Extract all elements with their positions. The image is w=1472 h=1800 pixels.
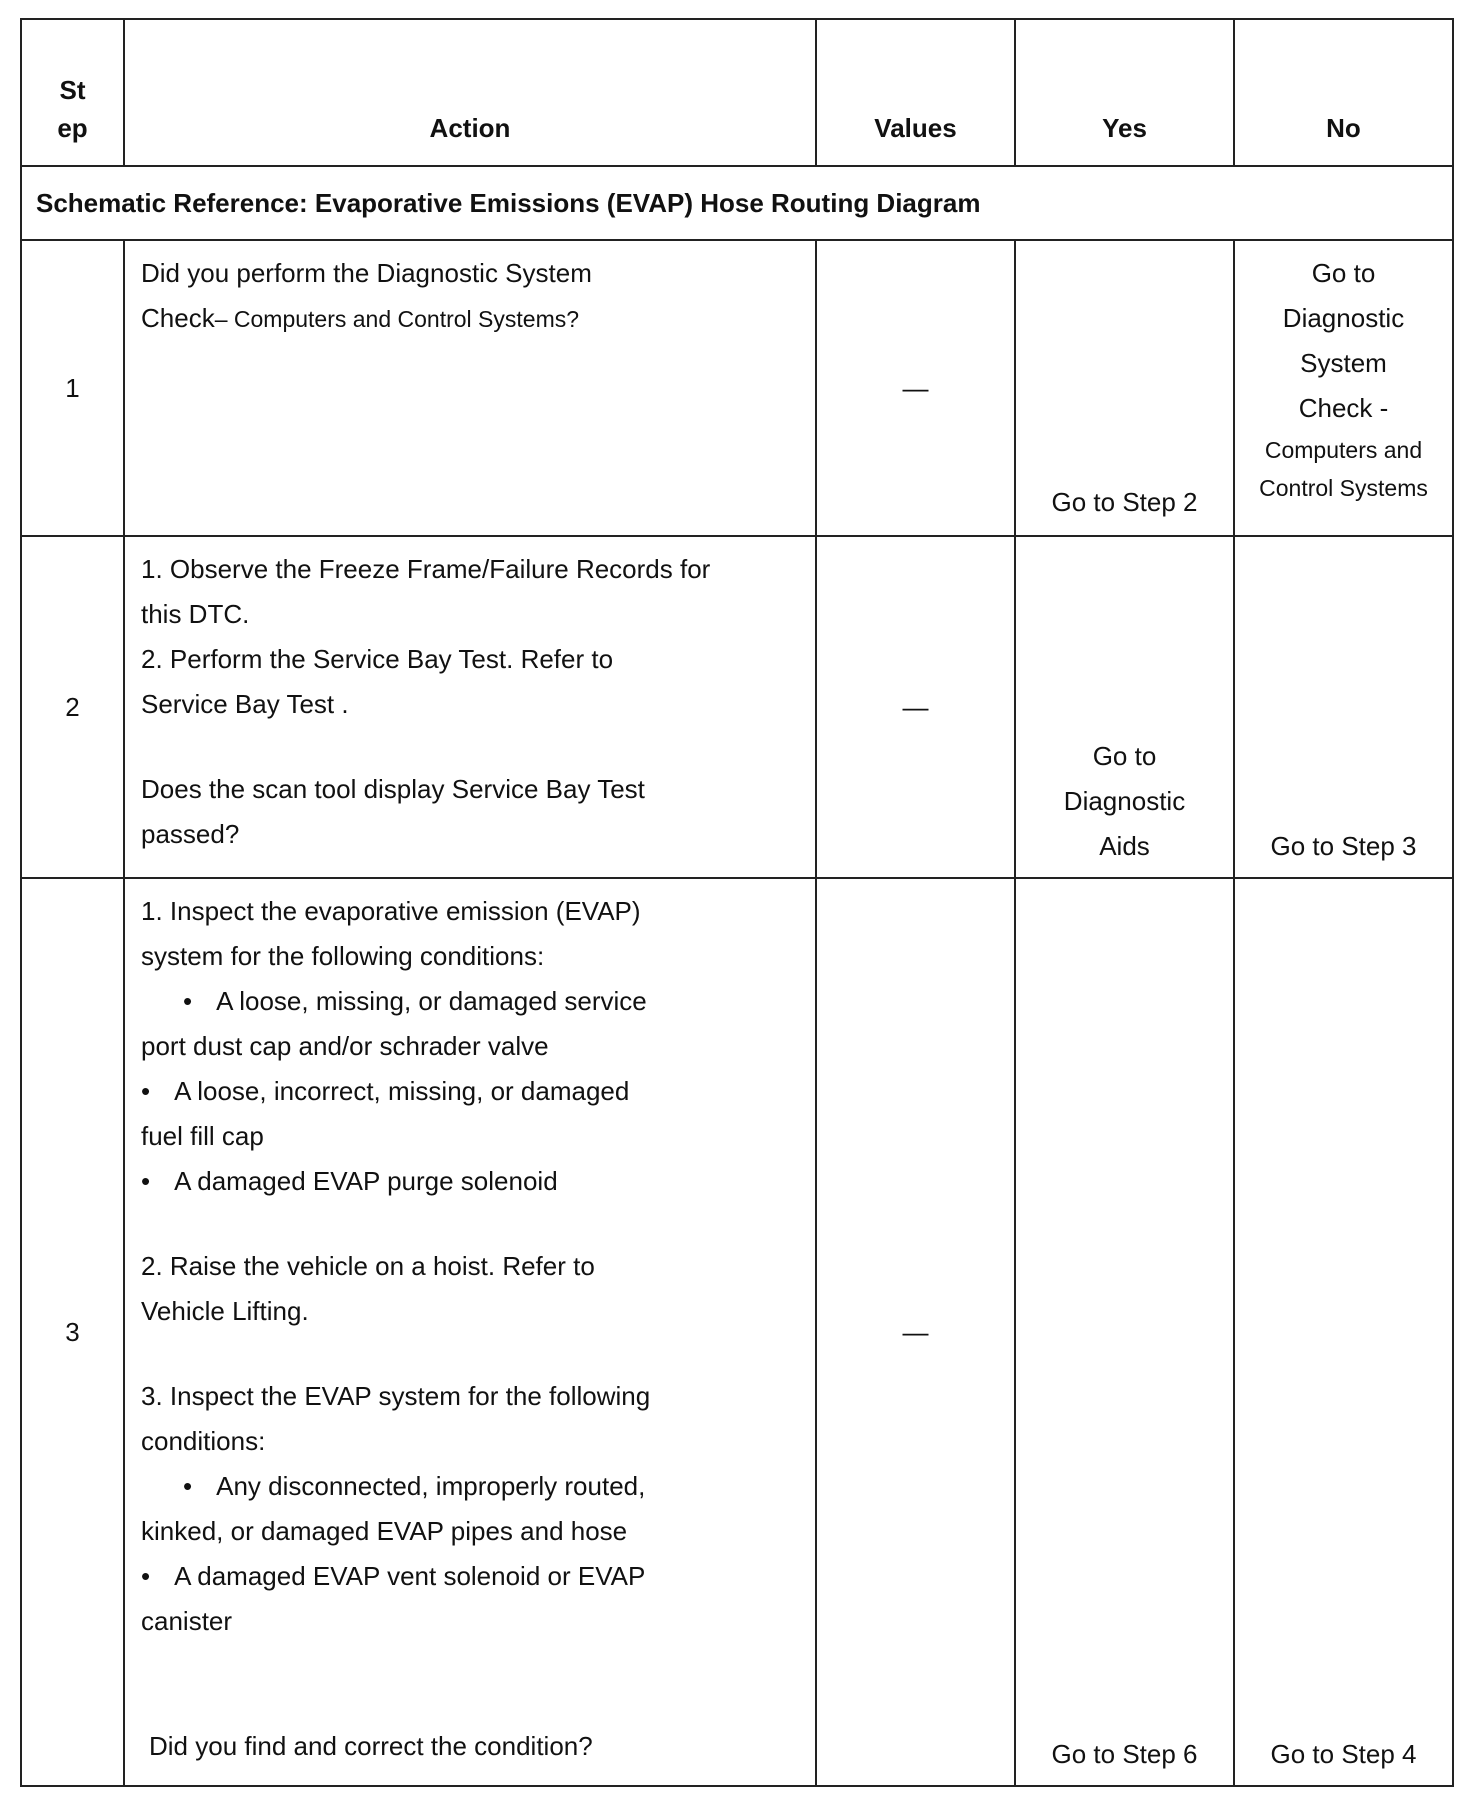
action-line: system for the following conditions: (141, 941, 545, 971)
action-line: this DTC. (141, 599, 250, 629)
action-line: Service Bay Test . (141, 689, 349, 719)
values-cell: — (816, 878, 1015, 1786)
action-bullet: • Any disconnected, improperly routed, (141, 1464, 801, 1509)
yes-link[interactable]: Go to Step 6 (1051, 1739, 1198, 1769)
action-line: Vehicle Lifting. (141, 1296, 309, 1326)
no-line: Go to (1311, 258, 1376, 288)
no-link[interactable] (1235, 241, 1452, 507)
yes-line: Go to (1092, 741, 1157, 771)
action-question: passed? (141, 819, 240, 849)
table-row (21, 240, 1453, 536)
action-text-small: – Computers and Control Systems? (214, 306, 580, 332)
yes-link[interactable]: Go to Step 2 (1051, 487, 1198, 517)
action-line: canister (141, 1606, 233, 1636)
header-action-label: Action (429, 113, 511, 143)
header-row (21, 19, 1453, 166)
header-step-line1: St (59, 75, 86, 105)
step-number: 3 (21, 878, 124, 1786)
no-line: Diagnostic (1282, 303, 1405, 333)
header-values (816, 19, 1015, 166)
no-link[interactable]: Go to Step 3 (1270, 831, 1417, 861)
no-cell (1234, 878, 1453, 1786)
no-line: Check - (1298, 393, 1389, 423)
no-line: Computers and (1264, 437, 1423, 463)
action-line: 1. Inspect the evaporative emission (EVAP) (141, 896, 641, 926)
action-bullet: • A damaged EVAP purge solenoid (141, 1159, 801, 1204)
action-line: conditions: (141, 1426, 266, 1456)
action-line: Did you perform the Diagnostic System (141, 258, 592, 288)
header-action (124, 19, 816, 166)
yes-line: Aids (1099, 831, 1150, 861)
header-yes-label: Yes (1102, 113, 1147, 143)
action-question: Did you find and correct the condition? (149, 1731, 593, 1761)
step-number: 1 (21, 240, 124, 536)
table-row (21, 536, 1453, 878)
action-bullet: • A loose, incorrect, missing, or damaged (141, 1069, 801, 1114)
action-cell (124, 536, 816, 878)
action-line: fuel fill cap (141, 1121, 264, 1151)
step-number: 2 (21, 536, 124, 878)
action-line: 2. Perform the Service Bay Test. Refer to (141, 644, 614, 674)
values-cell: — (816, 536, 1015, 878)
action-line: 1. Observe the Freeze Frame/Failure Records for (141, 554, 711, 584)
yes-cell (1015, 536, 1234, 878)
action-line: 3. Inspect the EVAP system for the following (141, 1381, 651, 1411)
action-text: Check (141, 303, 215, 333)
header-values-label: Values (874, 113, 957, 143)
yes-cell (1015, 878, 1234, 1786)
action-line: kinked, or damaged EVAP pipes and hose (141, 1516, 628, 1546)
no-link[interactable]: Go to Step 4 (1270, 1739, 1417, 1769)
no-cell (1234, 536, 1453, 878)
action-cell (124, 240, 816, 536)
header-step-line2: ep (57, 113, 88, 143)
values-cell: — (816, 240, 1015, 536)
yes-line: Diagnostic (1063, 786, 1186, 816)
action-line: 2. Raise the vehicle on a hoist. Refer to (141, 1251, 595, 1281)
schematic-reference: Schematic Reference: Evaporative Emissions (EVAP) Hose Routing Diagram (21, 166, 1453, 240)
diagnostic-table (20, 18, 1454, 1787)
header-step (21, 19, 124, 166)
action-cell (124, 878, 816, 1786)
header-no-label: No (1326, 113, 1361, 143)
header-yes (1015, 19, 1234, 166)
no-cell (1234, 240, 1453, 536)
action-question: Does the scan tool display Service Bay Test (141, 774, 645, 804)
action-line: port dust cap and/or schrader valve (141, 1031, 549, 1061)
schematic-reference-row (21, 166, 1453, 240)
action-line (141, 296, 801, 342)
yes-cell (1015, 240, 1234, 536)
no-line: Control Systems (1259, 475, 1428, 501)
action-bullet: • A loose, missing, or damaged service (141, 979, 801, 1024)
no-line: System (1300, 348, 1387, 378)
yes-link[interactable] (1016, 734, 1233, 877)
header-no (1234, 19, 1453, 166)
table-row (21, 878, 1453, 1786)
action-bullet: • A damaged EVAP vent solenoid or EVAP (141, 1554, 801, 1599)
